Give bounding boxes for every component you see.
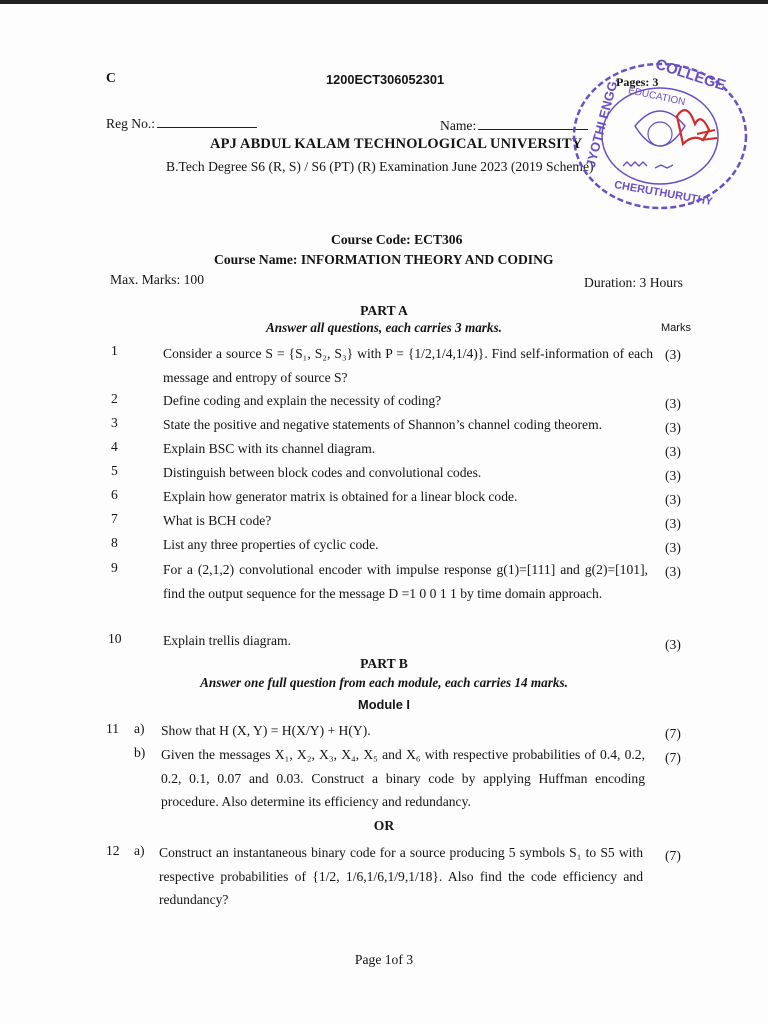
course-name: Course Name: INFORMATION THEORY AND CODING	[214, 252, 554, 267]
question-number: 6	[111, 487, 118, 502]
question-number: 5	[111, 463, 118, 478]
marks-header: Marks	[661, 322, 691, 334]
question-marks: (3)	[665, 492, 681, 507]
question-text: Explain how generator matrix is obtained for a linear block code.	[163, 489, 518, 504]
question-text: What is BCH code?	[163, 513, 272, 528]
question-text: Define coding and explain the necessity of coding?	[163, 393, 442, 408]
question-marks: (7)	[665, 750, 681, 765]
duration: Duration: 3 Hours	[584, 275, 683, 290]
question-text: Distinguish between block codes and convolutional codes.	[163, 465, 482, 480]
question-text: For a (2,1,2) convolutional encoder with impulse response g(1)=[111] and g(2)=[101], find the output sequence for the message D =1 0 0 1 1 by time domain approach.	[163, 562, 648, 601]
question-number: 11	[106, 721, 120, 736]
part-b-instruction: Answer one full question from each module, each carries 14 marks.	[200, 675, 568, 690]
college-seal	[565, 56, 755, 218]
question-marks: (7)	[665, 726, 681, 741]
subpart-label: b)	[134, 745, 146, 760]
question-marks: (3)	[665, 468, 681, 483]
question-text: Explain trellis diagram.	[163, 633, 291, 648]
question-marks: (3)	[665, 444, 681, 459]
question-number: 2	[111, 391, 118, 406]
question-number: 3	[111, 415, 118, 430]
pages-count: Pages: 3	[616, 75, 659, 89]
series-letter: C	[106, 70, 116, 85]
seal-side-text: JYOTHI ENGG.	[582, 75, 622, 170]
module-title: Module I	[358, 697, 410, 712]
question-number: 4	[111, 439, 118, 454]
question-number: 1	[111, 343, 118, 358]
seal-arc-bottom: CHERUTHURUTHY	[613, 178, 714, 209]
part-a-instruction: Answer all questions, each carries 3 marks.	[266, 320, 502, 335]
or-separator: OR	[373, 818, 395, 833]
question-text: Show that H (X, Y) = H(X/Y) + H(Y).	[161, 723, 371, 738]
part-b-title: PART B	[360, 656, 408, 671]
seal-graphic	[565, 56, 755, 218]
question-text: List any three properties of cyclic code.	[163, 537, 379, 552]
part-a-title: PART A	[360, 303, 408, 318]
max-marks: Max. Marks: 100	[110, 272, 205, 287]
question-text: Consider a source S = {S₁, S₂, S₃} with P = {1/2,1/4,1/4)}. Find self-information of each message and entropy of source S?	[163, 346, 653, 385]
seal-arc-inner: EDUCATION	[627, 85, 687, 109]
subpart-label: a)	[134, 721, 145, 736]
subpart-label: a)	[134, 843, 145, 858]
question-text: Explain BSC with its channel diagram.	[163, 441, 376, 456]
question-text: State the positive and negative statements of Shannon’s channel coding theorem.	[163, 417, 603, 432]
question-number: 12	[106, 843, 120, 858]
name-label: Name:	[440, 118, 588, 134]
seal-arc-top: COLLEGE	[653, 56, 728, 95]
course-code: Course Code: ECT306	[331, 232, 463, 247]
question-marks: (3)	[665, 637, 681, 652]
scan-edge	[0, 0, 768, 4]
question-number: 7	[111, 511, 118, 526]
question-marks: (3)	[665, 516, 681, 531]
page-number: Page 1of 3	[354, 952, 414, 967]
question-marks: (3)	[665, 396, 681, 411]
question-marks: (3)	[665, 420, 681, 435]
question-marks: (3)	[665, 347, 681, 362]
question-marks: (7)	[665, 848, 681, 863]
question-marks: (3)	[665, 564, 681, 579]
seal-emblem-center	[648, 122, 672, 146]
seal-wave	[623, 162, 673, 168]
question-text: Given the messages X₁, X₂, X₃, X₄, X₅ and X₆ with respective probabilities of 0.4, 0.2, 0.2, 0.1, 0.07 and 0.03. Construct a binary code by applying Huffman encoding procedure. Also determine its efficiency and redundancy.	[161, 747, 645, 809]
question-number: 8	[111, 535, 118, 550]
exam-title: B.Tech Degree S6 (R, S) / S6 (PT) (R) Examination June 2023 (2019 Scheme)	[166, 159, 594, 174]
question-marks: (3)	[665, 540, 681, 555]
reg-no-label: Reg No.:	[106, 116, 257, 132]
question-text: Construct an instantaneous binary code for a source producing 5 symbols S₁ to S5 with respective probabilities of {1/2, 1/6,1/6,1/9,1/18}. Also find the code efficiency and redundancy?	[159, 845, 643, 907]
question-number: 9	[111, 560, 118, 575]
paper-code: 1200ECT306052301	[326, 72, 445, 87]
question-number: 10	[108, 631, 122, 646]
university-name: APJ ABDUL KALAM TECHNOLOGICAL UNIVERSITY	[210, 136, 583, 152]
